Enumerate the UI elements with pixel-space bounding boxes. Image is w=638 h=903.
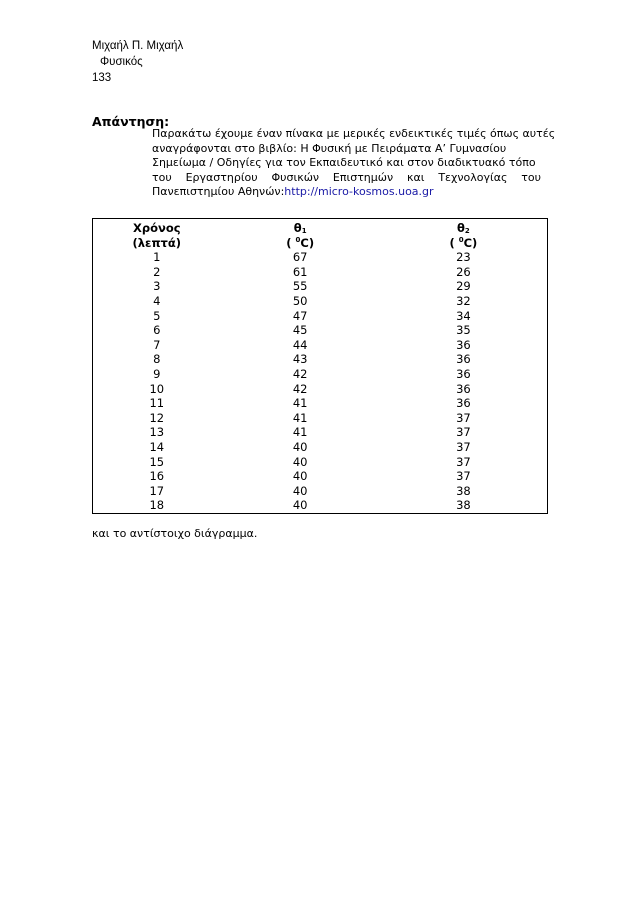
answer-paragraph xyxy=(152,127,556,200)
cell-theta1: 47 xyxy=(292,308,308,323)
table-row xyxy=(93,338,548,353)
cell-theta1: 45 xyxy=(292,323,308,338)
cell-theta1: 41 xyxy=(292,425,308,440)
cell-time: 15 xyxy=(149,454,165,469)
cell-theta1: 67 xyxy=(292,250,308,265)
table-row xyxy=(93,309,548,324)
cell-time: 10 xyxy=(149,381,165,396)
table-row xyxy=(93,323,548,338)
cell-time: 12 xyxy=(149,410,165,425)
cell-theta2: 35 xyxy=(456,323,471,338)
cell-time: 8 xyxy=(153,352,161,367)
author-name: Μιχαήλ Π. Μιχαήλ xyxy=(92,40,184,52)
header-theta1: $\theta_1$ xyxy=(293,221,307,235)
cell-theta1: 41 xyxy=(292,410,308,425)
word: Εργαστηρίου xyxy=(185,170,258,184)
cell-theta1: 42 xyxy=(292,366,308,381)
cell-theta2: 36 xyxy=(456,396,471,411)
cell-theta2: 37 xyxy=(456,469,471,484)
table-row xyxy=(93,498,548,513)
cell-time: 16 xyxy=(149,469,165,484)
cell-theta1: 55 xyxy=(292,279,308,294)
table-body xyxy=(93,250,548,513)
cell-theta2: 37 xyxy=(456,425,471,440)
cell-theta2: 32 xyxy=(456,293,471,308)
cell-time: 9 xyxy=(153,366,161,381)
cell-time: 11 xyxy=(149,396,165,411)
cell-theta2: 26 xyxy=(456,264,471,279)
closing-text: και το αντίστοιχο διάγραμμα. xyxy=(92,527,258,540)
table-row xyxy=(93,294,548,309)
cell-time: 14 xyxy=(149,439,165,454)
table-header-row xyxy=(93,219,548,236)
table-row xyxy=(93,382,548,397)
cell-theta2: 37 xyxy=(456,410,471,425)
table-row xyxy=(93,250,548,265)
answer-title: Απάντηση: xyxy=(92,114,170,129)
cell-theta2: 38 xyxy=(456,498,471,513)
cell-theta1: 61 xyxy=(292,264,308,279)
table-row xyxy=(93,279,548,294)
cell-theta1: 50 xyxy=(292,293,308,308)
cell-time: 6 xyxy=(153,323,161,338)
cell-theta2: 29 xyxy=(456,279,471,294)
header-theta2: $\theta_2$ xyxy=(457,221,470,235)
table-row xyxy=(93,411,548,426)
temperature-table xyxy=(92,218,548,514)
cell-theta2: 34 xyxy=(456,308,471,323)
document-header xyxy=(92,38,183,86)
cell-theta1: 40 xyxy=(292,454,308,469)
cell-time: 13 xyxy=(149,425,165,440)
table-header-row xyxy=(93,236,548,251)
table-row xyxy=(93,440,548,455)
cell-theta2: 36 xyxy=(456,381,471,396)
cell-theta2: 23 xyxy=(456,250,471,265)
cell-theta2: 38 xyxy=(456,483,471,498)
paragraph-line: Σημείωμα / Οδηγίες για τον Εκπαιδευτικό και στον διαδικτυακό τόπο xyxy=(152,156,536,169)
header-time-unit: (λεπτά) xyxy=(132,235,182,250)
paragraph-line: Παρακάτω έχουμε έναν πίνακα με μερικές ενδεικτικές τιμές όπως αυτές xyxy=(152,127,556,140)
cell-theta1: 42 xyxy=(292,381,308,396)
author-title: Φυσικός xyxy=(100,56,143,68)
cell-time: 5 xyxy=(153,308,161,323)
cell-time: 2 xyxy=(153,264,161,279)
cell-time: 3 xyxy=(153,279,161,294)
cell-theta1: 40 xyxy=(292,498,308,513)
word: Φυσικών xyxy=(271,170,320,184)
cell-theta1: 44 xyxy=(292,337,308,352)
cell-time: 1 xyxy=(153,250,161,265)
header-time: Χρόνος xyxy=(133,221,181,235)
cell-theta1: 41 xyxy=(292,396,308,411)
word: Τεχνολογίας xyxy=(438,170,508,184)
table-row xyxy=(93,469,548,484)
paragraph-line xyxy=(152,185,541,200)
word: του xyxy=(521,170,541,184)
table-row xyxy=(93,396,548,411)
table-row xyxy=(93,425,548,440)
cell-time: 7 xyxy=(153,337,161,352)
cell-theta2: 37 xyxy=(456,439,471,454)
table-row xyxy=(93,265,548,280)
cell-time: 17 xyxy=(149,483,165,498)
website-link[interactable]: http://micro-kosmos.uoa.gr xyxy=(284,185,434,198)
table-row xyxy=(93,484,548,499)
cell-theta2: 36 xyxy=(456,366,471,381)
header-number: 133 xyxy=(92,72,112,84)
paragraph-line-justified xyxy=(152,171,541,186)
link-prefix: Πανεπιστημίου Αθηνών: xyxy=(152,185,285,198)
table-row xyxy=(93,352,548,367)
header-theta1-unit: ( $^0$C) xyxy=(286,235,315,250)
word: και xyxy=(407,170,425,184)
paragraph-line: αναγράφονται στο βιβλίο: Η Φυσική με Πειράματα Α’ Γυμνασίου xyxy=(152,141,507,155)
cell-theta2: 36 xyxy=(456,337,471,352)
header-theta2-unit: ( $^0$C) xyxy=(449,235,478,250)
word: του xyxy=(152,170,172,184)
cell-theta1: 43 xyxy=(292,352,308,367)
cell-time: 18 xyxy=(149,498,165,513)
word: Επιστημών xyxy=(332,170,394,184)
cell-theta2: 36 xyxy=(456,352,471,367)
cell-theta1: 40 xyxy=(292,469,308,484)
table-row xyxy=(93,455,548,470)
cell-time: 4 xyxy=(153,293,161,308)
table-row xyxy=(93,367,548,382)
cell-theta2: 37 xyxy=(456,454,471,469)
cell-theta1: 40 xyxy=(292,483,308,498)
cell-theta1: 40 xyxy=(292,439,308,454)
